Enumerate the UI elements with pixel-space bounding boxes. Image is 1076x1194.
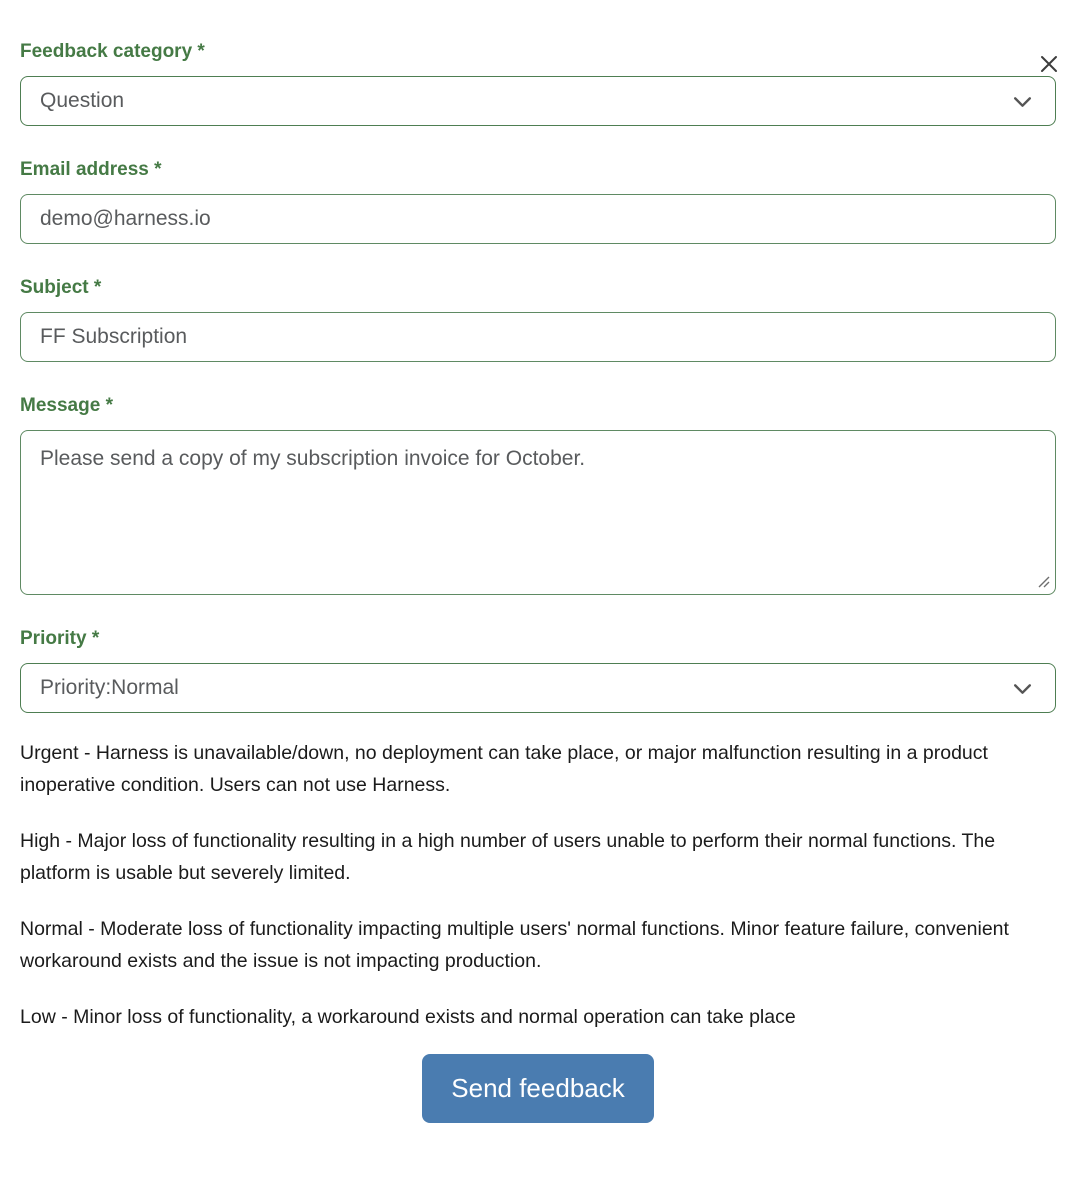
priority-description-low: Low - Minor loss of functionality, a workaround exists and normal operation can take place — [20, 1006, 796, 1028]
feedback-category-select[interactable] — [20, 76, 1056, 126]
message-label — [20, 394, 1056, 417]
required-asterisk: * — [197, 41, 205, 62]
label-text: Message — [20, 395, 101, 416]
subject-label — [20, 276, 1056, 299]
chevron-down-icon — [1010, 89, 1035, 114]
priority-label — [20, 627, 1056, 650]
priority-descriptions — [20, 737, 1056, 1033]
close-icon — [1040, 55, 1058, 73]
required-asterisk: * — [91, 628, 100, 649]
label-text: Feedback category — [20, 41, 193, 62]
close-button[interactable] — [1036, 51, 1062, 77]
priority-description-urgent: Urgent - Harness is unavailable/down, no deployment can take place, or major malfunction resulting in a product inoperative condition. Users can not use Harness. — [20, 742, 988, 796]
message-field-wrap — [20, 430, 1056, 595]
resize-handle-icon[interactable] — [1037, 575, 1051, 589]
priority-value: Priority:Normal — [40, 676, 179, 699]
priority-select[interactable] — [20, 663, 1056, 713]
email-label — [20, 158, 1056, 181]
priority-description-high: High - Major loss of functionality resulting in a high number of users unable to perform their normal functions. The platform is usable but severely limited. — [20, 830, 996, 884]
required-asterisk: * — [93, 277, 102, 298]
priority-description-normal: Normal - Moderate loss of functionality impacting multiple users' normal functions. Minor feature failure, convenient workaround exists and the issue is not impacting production. — [20, 918, 1009, 972]
feedback-category-value: Question — [40, 89, 125, 112]
required-asterisk: * — [154, 159, 162, 180]
feedback-category-label — [20, 40, 1056, 63]
message-field[interactable] — [20, 430, 1056, 595]
chevron-down-icon — [1010, 676, 1035, 701]
subject-field[interactable] — [20, 312, 1056, 362]
email-field[interactable] — [20, 194, 1056, 244]
feedback-form — [0, 40, 1076, 1123]
label-text: Subject — [20, 277, 89, 298]
label-text: Email address — [20, 159, 149, 180]
send-feedback-button[interactable]: Send feedback — [422, 1054, 653, 1123]
required-asterisk: * — [105, 395, 113, 416]
label-text: Priority — [20, 628, 87, 649]
button-row — [20, 1054, 1056, 1123]
